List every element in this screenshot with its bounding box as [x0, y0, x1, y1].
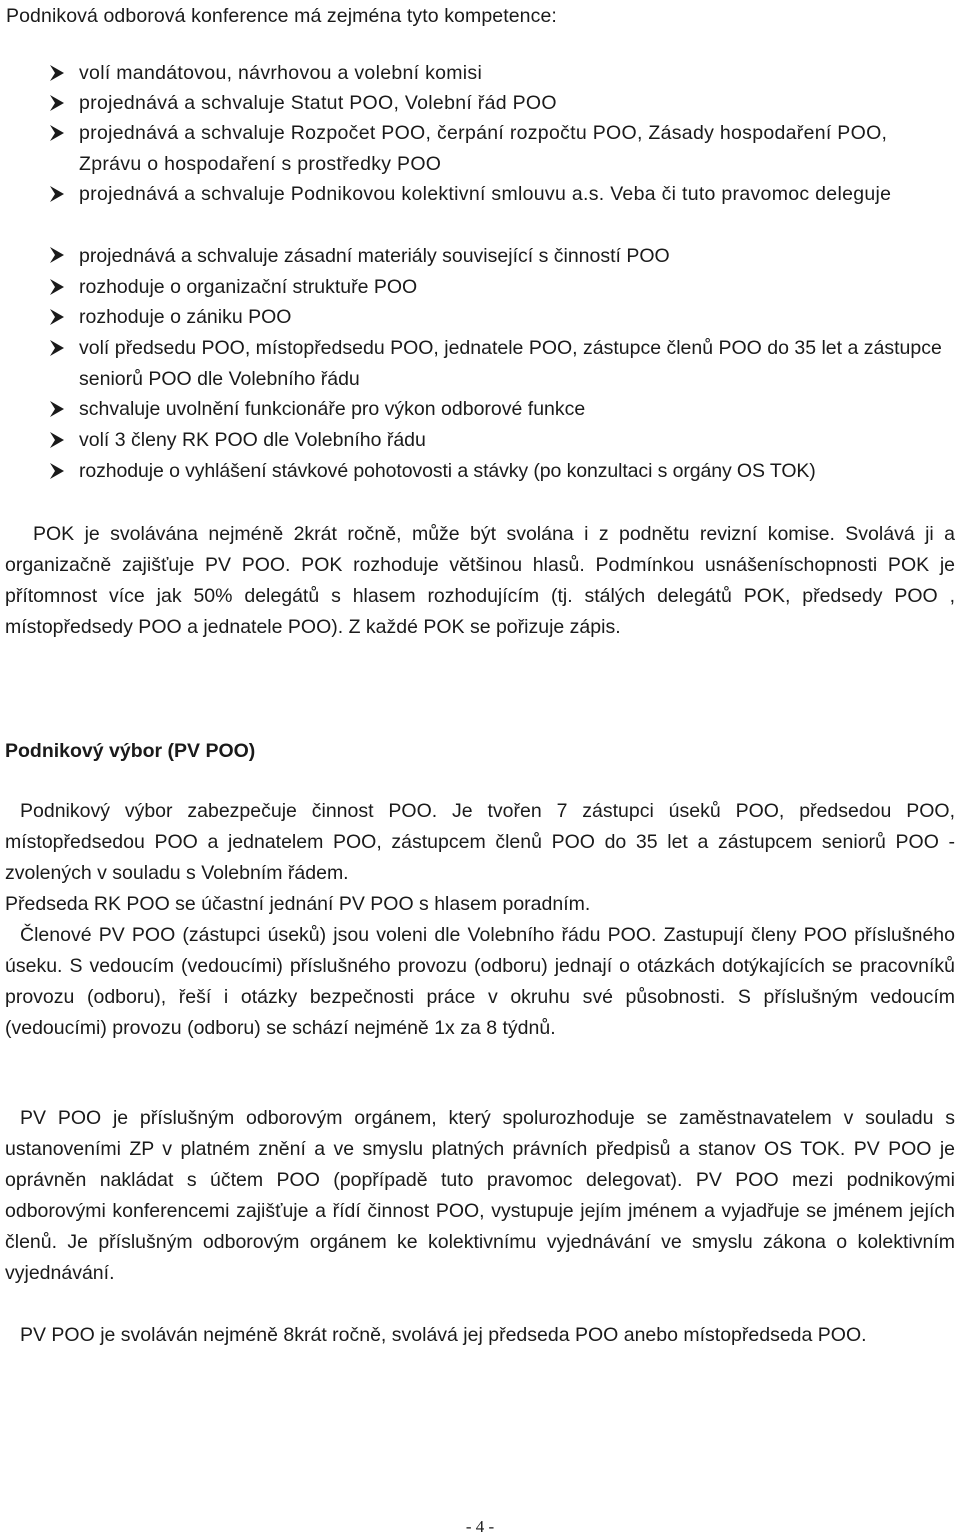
list-item: projednává a schvaluje Podnikovou kolektivní smlouvu a.s. Veba či tuto pravomoc deleguje: [0, 179, 960, 240]
arrowhead-bullet-icon: [47, 118, 67, 148]
pv-paragraph-members: Členové PV POO (zástupci úseků) jsou voleni dle Volebního řádu POO. Zastupují členy POO příslušného úseku. S vedoucím (vedoucími) příslušného provozu (odboru) jednají o otázkách dotýkajících se pracovníků provozu (odboru), řeší i otázky bezpečnosti práce v okruhu své působnosti. S příslušným vedoucím (vedoucími) provozu (odboru) se schází nejméně 1x za 8 týdnů.: [5, 924, 955, 1039]
pok-paragraph: POK je svolávána nejméně 2krát ročně, může být svolána i z podnětu revizní komise. Svolává ji a organizačně zajišťuje PV POO. POK rozhoduje většinou hlasů. Podmínkou usnášeníschopnosti POK je přítomnost více jak 50% delegátů s hlasem rozhodujícím (tj. stálých delegátů POK, předsedy POO , místopředsedy POO a jednatele POO). Z každé POK se pořizuje zápis.: [5, 523, 955, 638]
list-item: projednává a schvaluje zásadní materiály související s činností POO: [0, 240, 960, 272]
pv-paragraph-meetings: PV POO je svoláván nejméně 8krát ročně, svolává jej předseda POO anebo místopředseda POO.: [20, 1324, 867, 1346]
list-item: schvaluje uvolnění funkcionáře pro výkon odborové funkce: [0, 394, 960, 425]
list-item: volí předsedu POO, místopředsedu POO, jednatele POO, zástupce členů POO do 35 let a zástupce seniorů POO dle Volebního řádu: [0, 333, 960, 394]
competences-list: [0, 58, 960, 487]
list-item: volí 3 členy RK POO dle Volebního řádu: [0, 425, 960, 456]
pv-paragraph-rk-chair: Předseda RK POO se účastní jednání PV POO s hlasem poradním.: [5, 893, 591, 915]
pok-paragraph-block: [5, 519, 955, 643]
arrowhead-bullet-icon: [47, 272, 67, 302]
arrowhead-bullet-icon: [47, 240, 67, 270]
pv-meetings-block: [5, 1320, 955, 1351]
arrowhead-bullet-icon: [47, 333, 67, 363]
arrowhead-bullet-icon: [47, 394, 67, 424]
arrowhead-bullet-icon: [47, 58, 67, 88]
pv-description-block: [5, 796, 955, 1044]
pv-paragraph-authority: PV POO je příslušným odborovým orgánem, který spolurozhoduje se zaměstnavatelem v souladu s ustanoveními ZP v platném znění a ve smyslu platných právních předpisů a stanov OS TOK. PV POO je oprávněn nakládat s účtem POO (popřípadě tuto pravomoc delegovat). PV POO mezi podnikovými odborovými konferencemi zajišťuje a řídí činnost POO, vystupuje jejím jménem a vyjadřuje se jménem jejích členů. Je příslušným odborovým orgánem ke kolektivnímu vyjednávání ve smyslu zákona o kolektivním vyjednávání.: [5, 1107, 955, 1284]
section-heading: Podnikový výbor (PV POO): [5, 740, 256, 762]
pv-paragraph-composition: Podnikový výbor zabezpečuje činnost POO. Je tvořen 7 zástupci úseků POO, předsedou POO, místopředsedou POO a jednatelem POO, zástupcem členů POO do 35 let a zástupcem seniorů POO - zvolených v souladu s Volebním řádem.: [5, 800, 955, 884]
list-item: volí mandátovou, návrhovou a volební komisi: [0, 58, 960, 88]
list-item: rozhoduje o zániku POO: [0, 302, 960, 333]
arrowhead-bullet-icon: [47, 456, 67, 486]
list-item: rozhoduje o organizační struktuře POO: [0, 272, 960, 302]
arrowhead-bullet-icon: [47, 88, 67, 118]
page-number: - 4 -: [465, 1517, 495, 1536]
intro-line: Podniková odborová konference má zejména tyto kompetence:: [6, 5, 557, 27]
arrowhead-bullet-icon: [47, 179, 67, 209]
pv-authority-block: [5, 1103, 955, 1289]
list-item: projednává a schvaluje Statut POO, Volební řád POO: [0, 88, 960, 118]
list-item: rozhoduje o vyhlášení stávkové pohotovosti a stávky (po konzultaci s orgány OS TOK): [0, 456, 960, 487]
arrowhead-bullet-icon: [47, 425, 67, 455]
arrowhead-bullet-icon: [47, 302, 67, 332]
list-item: projednává a schvaluje Rozpočet POO, čerpání rozpočtu POO, Zásady hospodaření POO, Zprávu o hospodaření s prostředky POO: [0, 118, 960, 179]
